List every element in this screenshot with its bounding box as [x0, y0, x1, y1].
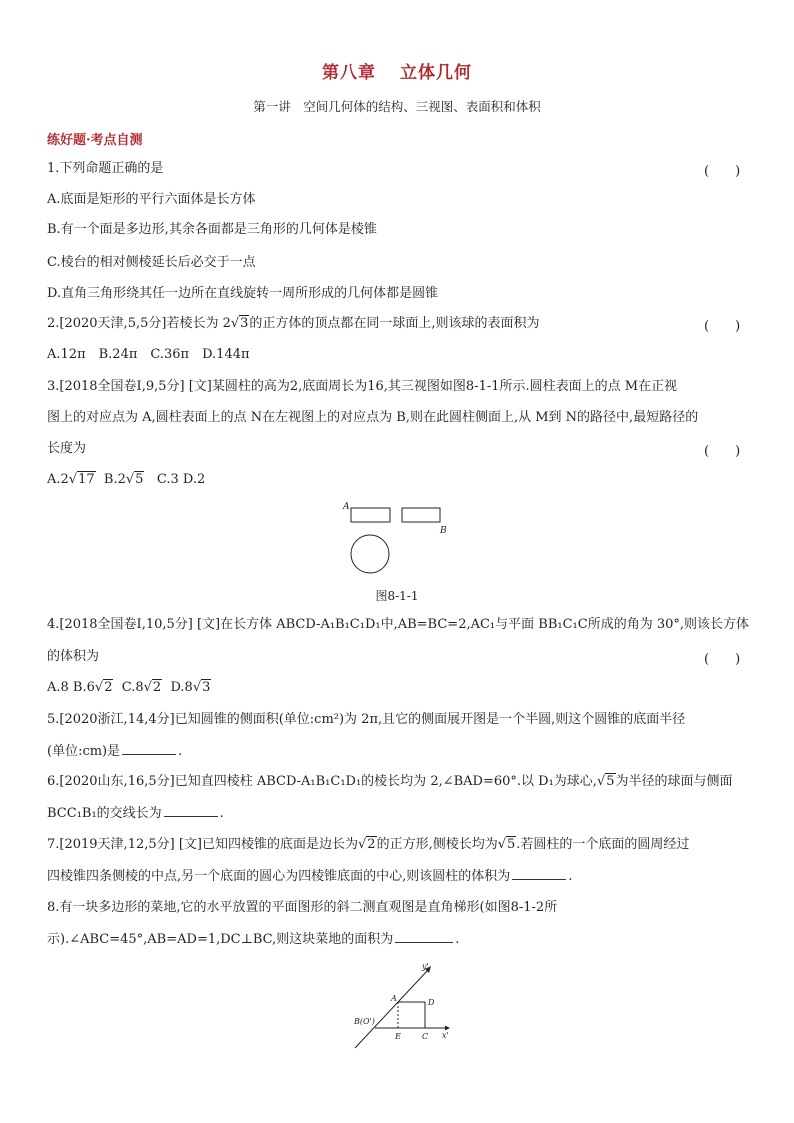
q1-stem: 1.下列命题正确的是 [47, 161, 164, 176]
q3-line-2: 图上的对应点为 A,圆柱表面上的点 N在左视图上的对应点为 B,则在此圆柱侧面上,从 M到 N的路径中,最短路径的 [47, 410, 699, 425]
q3-answer-paren: ( ) [704, 444, 741, 459]
q3-options: A.2√17 B.2√5 C.3 D.2 [47, 472, 206, 487]
figure-8-1-1 [340, 498, 460, 580]
fig-label-b: B [440, 526, 447, 536]
q8-answer-blank[interactable] [395, 930, 453, 943]
q7-line-1: 7.[2019天津,12,5分] [文]已知四棱锥的底面是边长为√2的正方形,侧棱长均为√5.若圆柱的一个底面的圆周经过 [47, 837, 690, 852]
chapter-name: 立体几何 [400, 63, 472, 83]
q2-answer-paren: ( ) [704, 319, 741, 334]
q8-line-2: 示).∠ABC=45°,AB=AD=1,DC⊥BC,则这块菜地的面积为 . [47, 932, 460, 947]
q4-line-1: 4.[2018全国卷Ⅰ,10,5分] [文]在长方体 ABCD-A₁B₁C₁D₁中,AB=BC=2,AC₁与平面 BB₁C₁C所成的角为 30°,则该长方体 [47, 617, 750, 632]
label-x-prime: x' [442, 1031, 449, 1040]
chapter-title [0, 58, 794, 83]
q6-line-2: BCC₁B₁的交线长为 . [47, 806, 224, 821]
label-c: C [422, 1032, 429, 1041]
lecture-title: 第一讲 空间几何体的结构、三视图、表面积和体积 [253, 99, 541, 114]
q5-line-2: (单位:cm)是 . [47, 744, 183, 759]
figure-caption-8-1-1: 图8-1-1 [375, 589, 419, 603]
q8-line-1: 8.有一块多边形的菜地,它的水平放置的平面图形的斜二测直观图是直角梯形(如图8-1-2所 [47, 900, 558, 915]
q4-line-2: 的体积为 [47, 649, 100, 664]
label-a: A [391, 994, 397, 1003]
q1-option-a: A.底面是矩形的平行六面体是长方体 [47, 192, 256, 207]
q6-answer-blank[interactable] [164, 804, 218, 817]
q3-line-3: 长度为 [47, 441, 87, 456]
label-d: D [428, 998, 435, 1007]
front-view-rect [351, 508, 390, 522]
q2-options: A.12π B.24π C.36π D.144π [47, 347, 250, 362]
figure-8-1-2 [345, 960, 455, 1050]
q7-line-2: 四棱锥四条侧棱的中点,另一个底面的圆心为四棱锥底面的中心,则该圆柱的体积为 . [47, 869, 573, 884]
label-y-prime: y' [422, 962, 429, 971]
y-axis [355, 970, 428, 1048]
q3-line-1: 3.[2018全国卷Ⅰ,9,5分] [文]某圆柱的高为2,底面周长为16,其三视图如图8-1-1所示.圆柱表面上的点 M在正视 [47, 379, 678, 394]
label-e: E [395, 1032, 401, 1041]
x-axis-arrow [445, 1026, 450, 1031]
chapter-number: 第八章 [322, 63, 376, 83]
label-b-origin: B(O') [354, 1017, 375, 1026]
q7-answer-blank[interactable] [512, 867, 566, 880]
side-view-rect [402, 508, 440, 522]
section-heading: 练好题·考点自测 [47, 133, 143, 148]
q4-options: A.8 B.6√2 C.8√2 D.8√3 [47, 680, 211, 695]
q1-option-b: B.有一个面是多边形,其余各面都是三角形的几何体是棱锥 [47, 222, 377, 237]
q4-answer-paren: ( ) [704, 652, 741, 667]
q1-option-c: C.棱台的相对侧棱延长后必交于一点 [47, 255, 256, 270]
sqrt-symbol: √3 [230, 316, 249, 331]
q5-answer-blank[interactable] [122, 742, 176, 755]
q6-line-1: 6.[2020山东,16,5分]已知直四棱柱 ABCD-A₁B₁C₁D₁的棱长均为 2,∠BAD=60°.以 D₁为球心,√5为半径的球面与侧面 [47, 774, 733, 789]
q2-stem: 2.[2020天津,5,5分]若棱长为 2√3的正方体的顶点都在同一球面上,则该球的表面积为 [47, 316, 540, 331]
fig-label-a: A [343, 502, 350, 512]
top-view-circle [351, 535, 389, 573]
q1-option-d: D.直角三角形绕其任一边所在直线旋转一周所形成的几何体都是圆锥 [47, 286, 439, 301]
q1-answer-paren: ( ) [704, 164, 741, 179]
q5-line-1: 5.[2020浙江,14,4分]已知圆锥的侧面积(单位:cm²)为 2π,且它的侧面展开图是一个半圆,则这个圆锥的底面半径 [47, 712, 686, 727]
